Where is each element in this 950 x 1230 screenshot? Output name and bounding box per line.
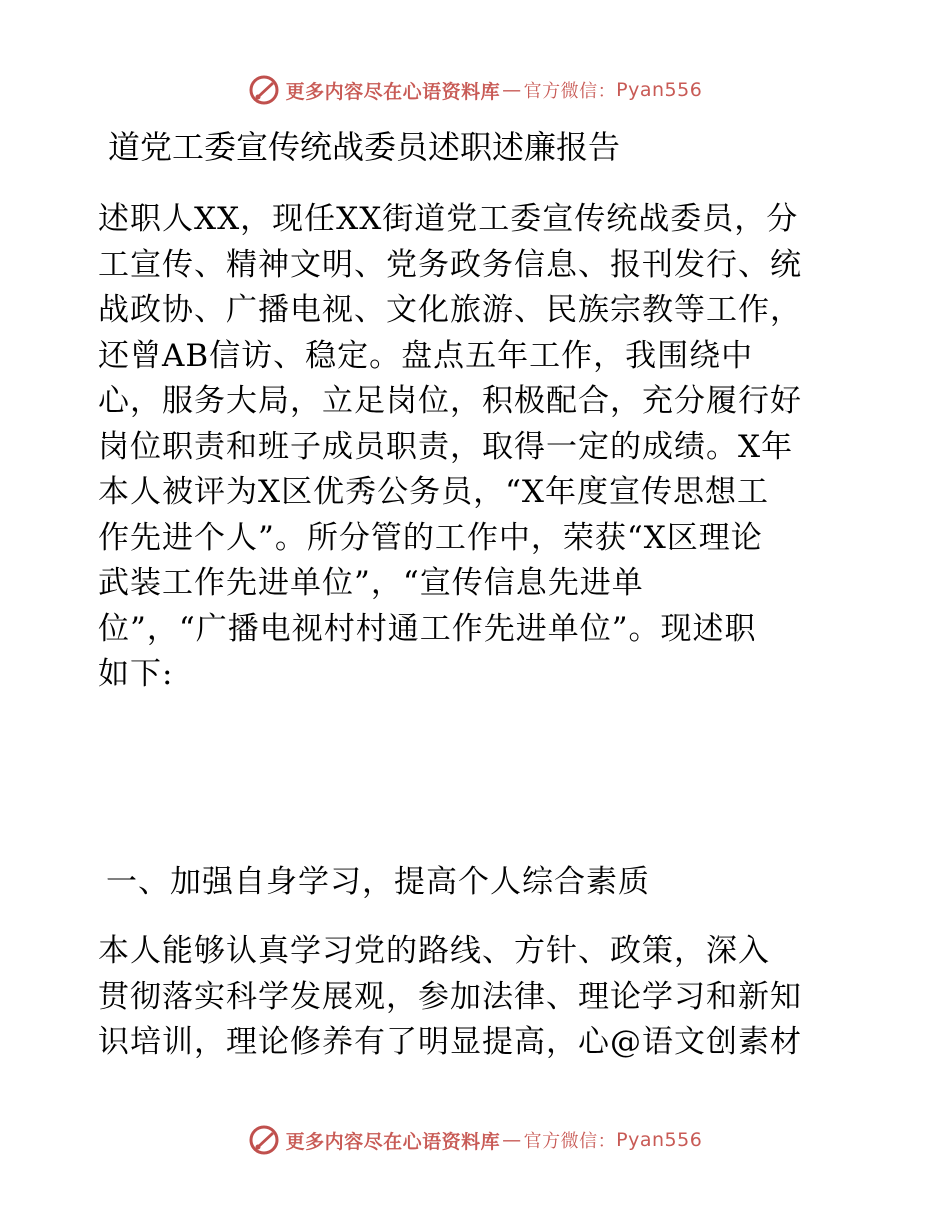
paragraph-line: 述职人XX，现任XX街道党工委宣传统战委员，分 — [98, 201, 799, 237]
brush-logo-icon — [248, 74, 280, 106]
watermark-main-text: 更多内容尽在心语资料库 — [285, 1130, 501, 1153]
paragraph-intro — [98, 197, 858, 698]
paragraph-study — [98, 929, 858, 1066]
paragraph-line: 作先进个人”。所分管的工作中，荣获“X区理论 — [98, 519, 763, 556]
paragraph-line: 武装工作先进单位”，“宣传信息先进单 — [98, 565, 644, 601]
paragraph-line: 如下: — [98, 656, 174, 692]
paragraph-line: 战政协、广播电视、文化旅游、民族宗教等工作， — [98, 292, 802, 328]
watermark-footer — [0, 1122, 950, 1158]
paragraph-line: 还曾AB信访、稳定。盘点五年工作，我围绕中 — [98, 337, 754, 374]
section-heading-1: 一、加强自身学习，提高个人综合素质 — [106, 864, 650, 900]
paragraph-line: 工宣传、精神文明、党务政务信息、报刊发行、统 — [98, 246, 802, 283]
watermark-header — [0, 72, 950, 108]
watermark-wechat-id: Pyan556 — [616, 79, 703, 101]
paragraph-line: 本人能够认真学习党的路线、方针、政策，深入 — [98, 933, 770, 969]
paragraph-line: 岗位职责和班子成员职责，取得一定的成绩。X年 — [98, 428, 794, 465]
paragraph-line: 心，服务大局，立足岗位，积极配合，充分履行好 — [98, 383, 802, 419]
paragraph-line: 本人被评为X区优秀公务员，“X年度宣传思想工 — [98, 474, 769, 510]
watermark-wechat-id: Pyan556 — [616, 1129, 703, 1151]
paragraph-line: 位”，“广播电视村村通工作先进单位”。现述职 — [98, 610, 757, 647]
paragraph-line: 识培训，理论修养有了明显提高，心@语文创素材 — [98, 1024, 802, 1060]
watermark-wechat-label: 官方微信： — [523, 1131, 617, 1152]
brush-logo-icon — [248, 1124, 280, 1156]
watermark-dash: — — [502, 79, 522, 101]
watermark-dash: — — [502, 1129, 522, 1151]
paragraph-line: 贯彻落实科学发展观，参加法律、理论学习和新知 — [98, 978, 802, 1015]
watermark-wechat-label: 官方微信： — [523, 81, 617, 102]
document-title: 道党工委宣传统战委员述职述廉报告 — [108, 128, 621, 166]
watermark-main-text: 更多内容尽在心语资料库 — [285, 80, 501, 103]
